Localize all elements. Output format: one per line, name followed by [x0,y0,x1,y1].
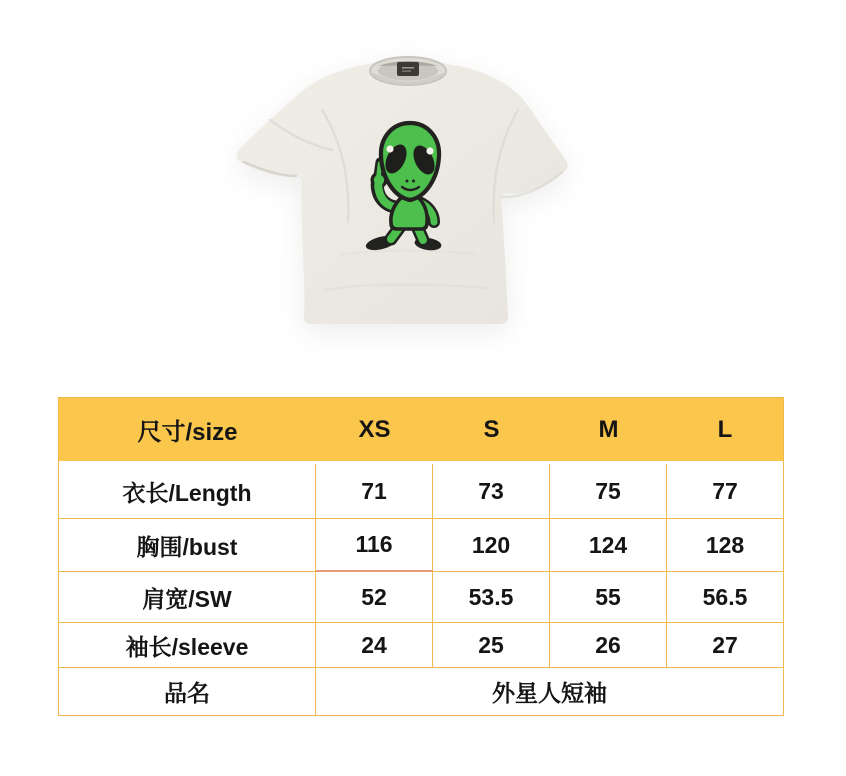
row-label-cell: 胸围/bust [59,519,316,572]
product-name-value-cell: 外星人短袖 [316,668,783,715]
value-cell-underlined: 116 [316,519,433,572]
value-cell: 27 [667,623,783,668]
size-header-cell-l: L [667,398,783,464]
value-cell: 25 [433,623,550,668]
alien-nostril [406,180,409,183]
value-cell: 56.5 [667,572,783,623]
size-header-label-cell: 尺寸/size [59,398,316,464]
shoulder-row [59,572,783,623]
value-cell: 26 [550,623,667,668]
size-chart-table [58,397,784,716]
tshirt-graphic [230,50,580,340]
row-label-cell: 肩宽/SW [59,572,316,623]
neck-tag [397,62,419,76]
value-cell: 124 [550,519,667,572]
size-header-cell-xs: XS [316,398,433,464]
value-cell: 52 [316,572,433,623]
product-photo [0,0,846,380]
product-name-label-cell: 品名 [59,668,316,715]
length-row [59,464,783,519]
value-cell: 120 [433,519,550,572]
sleeve-row [59,623,783,668]
value-cell: 71 [316,464,433,519]
value-cell: 73 [433,464,550,519]
alien-nostril [412,180,415,183]
value-cell: 55 [550,572,667,623]
row-label-cell: 袖长/sleeve [59,623,316,668]
size-header-cell-s: S [433,398,550,464]
value-cell: 24 [316,623,433,668]
value-cell: 77 [667,464,783,519]
collar [370,57,446,85]
alien-eye-glint-left [386,145,393,152]
size-header-cell-m: M [550,398,667,464]
value-cell: 53.5 [433,572,550,623]
alien-eye-glint-right [426,147,433,154]
size-chart-header-row [59,398,783,464]
value-cell: 128 [667,519,783,572]
value-cell: 75 [550,464,667,519]
product-name-row [59,668,783,715]
row-label-cell: 衣长/Length [59,464,316,519]
bust-row [59,519,783,572]
